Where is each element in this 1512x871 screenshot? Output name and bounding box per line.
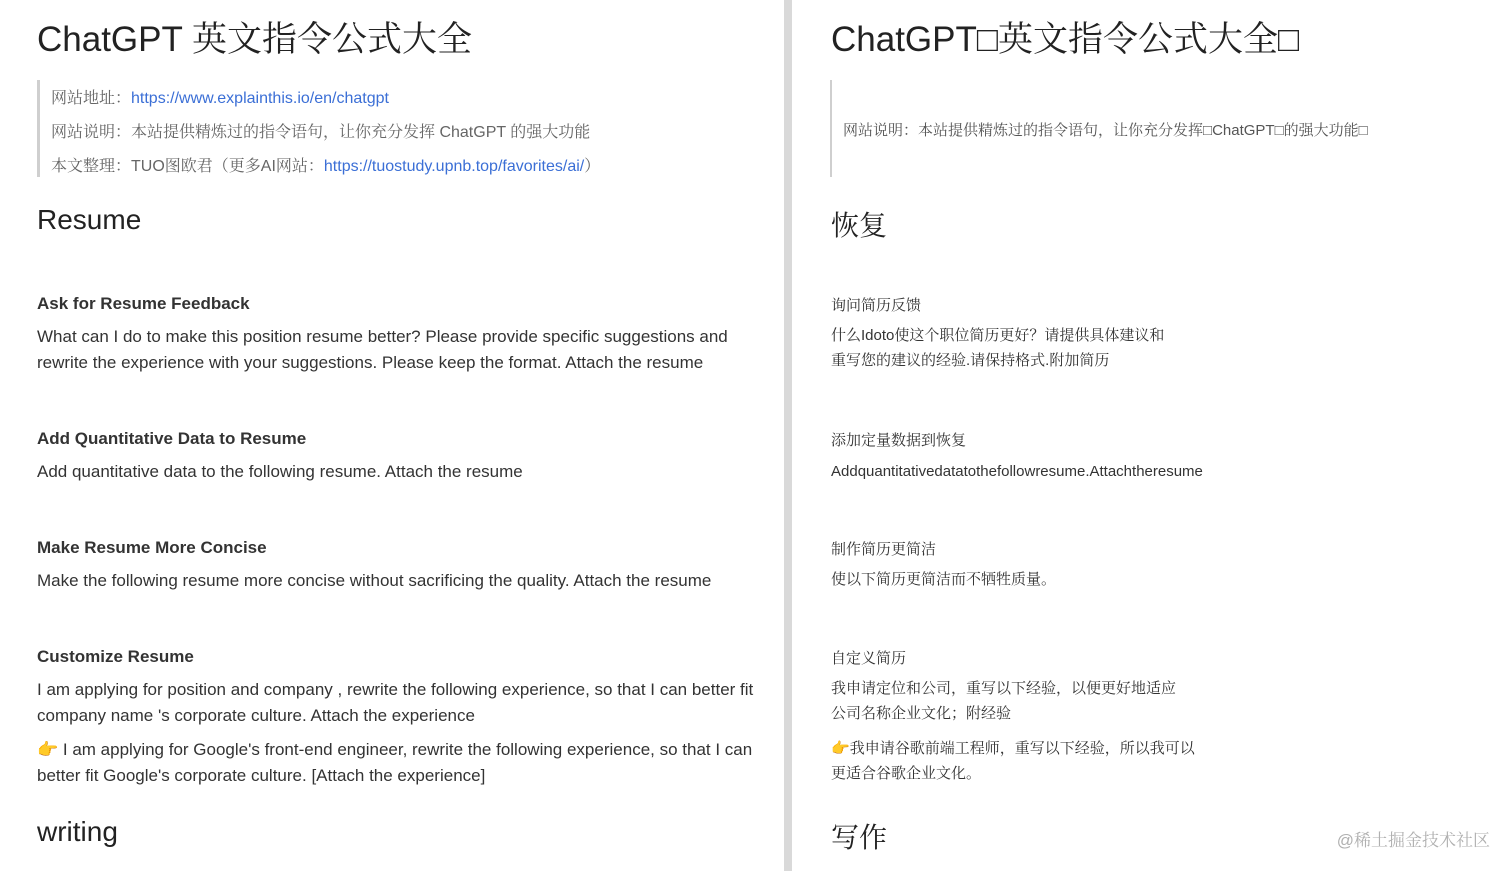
- item-title-resume-feedback: Ask for Resume Feedback: [37, 294, 250, 313]
- translated-item-title-2: 添加定量数据到恢复: [831, 432, 967, 449]
- translated-item-body-4-line2: 公司名称企业文化；附经验: [831, 705, 1012, 722]
- translated-document-pane: [792, 0, 1512, 871]
- translated-item-body-1-line2: 重写您的建议的经验.请保持格式.附加简历: [831, 352, 1110, 369]
- translated-example-text-1: 我申请谷歌前端工程师，重写以下经验，所以我可以: [849, 740, 1195, 757]
- info-blockquote: [37, 80, 740, 177]
- translated-item-body-1-line1: 什么Idoto使这个职位简历更好？请提供具体建议和: [831, 327, 1165, 344]
- section-heading-writing: writing: [37, 816, 118, 847]
- translated-item-body-2: Addquantitativedatatothefollowresume.Attachtheresume: [831, 463, 1203, 480]
- translated-example-line1: [831, 736, 1251, 761]
- section-heading-resume: Resume: [37, 204, 142, 235]
- translated-page-title: ChatGPT□英文指令公式大全□: [831, 20, 1300, 59]
- item-body-customize-resume: I am applying for position and company , rewrite the following experience, so that I can better fit company name 's corporate culture. Attach the experience: [37, 680, 754, 725]
- organizer-suffix: ）: [584, 158, 601, 175]
- page-title: ChatGPT 英文指令公式大全: [37, 20, 472, 59]
- item-body-resume-feedback: What can I do to make this position resume better? Please provide specific suggestions and rewrite the experience with your suggestions. Please keep the format. Attach the resume: [37, 327, 728, 372]
- site-address-line: [51, 85, 389, 108]
- site-address-label: 网站地址：: [51, 90, 132, 107]
- translated-item-title-3: 制作简历更简洁: [831, 541, 937, 558]
- site-description-line: 网站说明：本站提供精炼过的指令语句，让你充分发挥 ChatGPT 的强大功能: [51, 124, 591, 141]
- translated-example-line2: 更适合谷歌企业文化。: [831, 765, 982, 782]
- organizer-prefix: 本文整理：TUO图欧君（更多AI网站：: [51, 158, 324, 175]
- translated-site-description: 网站说明：本站提供精炼过的指令语句，让你充分发挥□ChatGPT□的强大功能□: [843, 122, 1368, 139]
- translated-info-blockquote: [830, 80, 1482, 177]
- site-url-link[interactable]: https://www.explainthis.io/en/chatgpt: [131, 90, 389, 107]
- item-body-more-concise: Make the following resume more concise without sacrificing the quality. Attach the resume: [37, 571, 712, 590]
- item-body-quantitative-data: Add quantitative data to the following resume. Attach the resume: [37, 462, 523, 481]
- pointing-hand-icon: 👉: [37, 740, 59, 759]
- more-ai-sites-link[interactable]: https://tuostudy.upnb.top/favorites/ai/: [323, 158, 585, 175]
- watermark: @稀土掘金技术社区: [1336, 831, 1490, 850]
- item-title-more-concise: Make Resume More Concise: [37, 538, 267, 557]
- translated-item-title-4: 自定义简历: [831, 650, 907, 667]
- item-example-customize-resume: [37, 737, 762, 789]
- translated-item-body-3: 使以下简历更简洁而不牺牲质量。: [831, 571, 1057, 588]
- translated-item-body-4-line1: 我申请定位和公司，重写以下经验，以便更好地适应: [831, 680, 1177, 697]
- example-text: I am applying for Google's front-end engineer, rewrite the following experience, so that I can better fit Google's corporate culture. [Attach the experience]: [37, 740, 753, 785]
- translated-section-heading-writing: 写作: [831, 822, 888, 853]
- pane-divider: [784, 0, 792, 871]
- organizer-line: [51, 153, 600, 176]
- item-title-quantitative-data: Add Quantitative Data to Resume: [37, 429, 307, 448]
- translated-section-heading-resume: 恢复: [831, 210, 888, 241]
- item-title-customize-resume: Customize Resume: [37, 647, 194, 666]
- pointing-hand-icon: 👉: [831, 740, 850, 757]
- translated-item-title-1: 询问简历反馈: [831, 297, 922, 314]
